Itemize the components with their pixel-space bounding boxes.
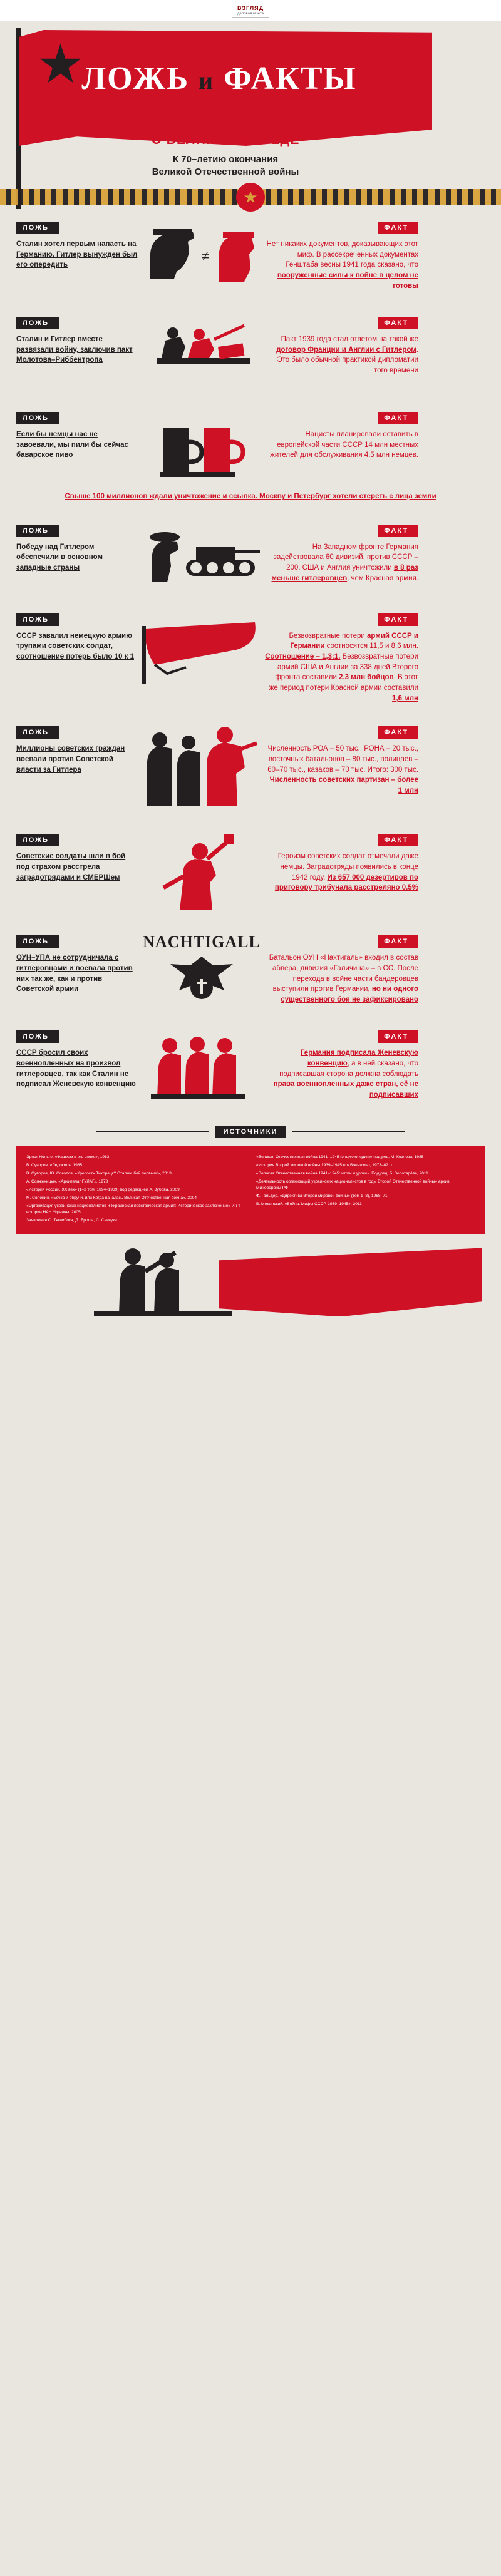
lie-label: ЛОЖЬ	[16, 525, 59, 537]
fact-label: ФАКТ	[378, 412, 418, 424]
block-5-fact-underline-2: Соотношение – 1,3:1.	[265, 653, 341, 661]
fact-label: ФАКТ	[378, 613, 418, 626]
sources-panel	[16, 1146, 485, 1234]
lie-label: ЛОЖЬ	[16, 1030, 59, 1043]
block-7-lie-text: Советские солдаты шли в бой под страхом расстрела заградотрядами и СМЕРШем	[16, 853, 126, 881]
title-amp: и	[199, 66, 215, 95]
block-9-fact-text: , а в ней сказано, что подписавшая сторона должна соблюдать	[279, 1060, 418, 1078]
list-item: «Великая Отечественная война 1941–1945: итоги и уроки». Под ред. Б. Золотарёва, 2011	[256, 1171, 428, 1176]
block-3-fact-underline: Свыше 100 миллионов ждали уничтожение и ссылка. Москву и Петербург хотели стереть с лица земли	[65, 493, 436, 500]
list-item: В. Мединский. «Война. Мифы СССР. 1939–1945», 2011	[256, 1201, 362, 1206]
block-2-fact-text-2: . Это было обычной практикой дипломатии того времени	[277, 346, 418, 375]
sources-column-left	[26, 1154, 245, 1225]
lie-label: ЛОЖЬ	[16, 412, 59, 424]
footer-red-flag	[219, 1248, 482, 1316]
signing-pact-icon	[144, 314, 260, 389]
list-item: В. Суворов, Ю. Соколов. «Крепость Тихорецк? Сталин, бей первым!», 2013	[26, 1171, 172, 1176]
block-4-lie-text: Победу над Гитлером обеспечили в основном западные страны	[16, 543, 103, 572]
hero-subtitle: О ВЕЛИКОЙ ПОБЕДЕ	[151, 133, 300, 147]
block-4	[0, 522, 501, 605]
block-1-lie-text: Сталин хотел первым напасть на Германию. Гитлер вынужден был его опередить	[16, 240, 138, 269]
fact-label: ФАКТ	[378, 1030, 418, 1043]
brand-logo[interactable]	[232, 4, 269, 18]
tank-soldier-icon	[142, 522, 261, 591]
ribbon-star-icon: ★	[236, 183, 265, 212]
fact-label: ФАКТ	[378, 834, 418, 846]
block-8-fact-underline: но ни одного существенного боя не зафиксировано	[281, 985, 418, 1004]
page-title	[0, 60, 438, 97]
block-5	[0, 611, 501, 718]
block-4-fact-text-2: , чем Красная армия.	[347, 574, 418, 582]
title-lie: ЛОЖЬ	[81, 61, 190, 96]
block-1	[0, 219, 501, 308]
prisoners-icon	[142, 1028, 261, 1103]
svg-text:≠: ≠	[201, 248, 209, 264]
footer-illustration	[0, 1234, 501, 1328]
attacking-soldier-icon	[142, 831, 261, 913]
block-6	[0, 724, 501, 825]
list-item: В. Суворов. «Ледокол», 1985	[26, 1163, 83, 1168]
star-icon: ★	[36, 34, 85, 95]
lie-label: ЛОЖЬ	[16, 317, 59, 329]
sources-header	[0, 1126, 501, 1138]
block-2	[0, 314, 501, 403]
list-item: «Деятельность организаций украинских националистов в годы Второй Отечественной войны» архив Минобороны РФ	[256, 1179, 450, 1190]
block-9	[0, 1028, 501, 1117]
block-1-illustration	[142, 219, 261, 294]
block-4-fact-text-1: На Западном фронте Германия задействовала 60 дивизий, против СССР – 200. США и Англия уничтожили	[273, 543, 418, 572]
beer-mugs-icon	[144, 409, 260, 488]
site-logo-bar	[0, 0, 501, 21]
hero-subtitle-2	[0, 153, 451, 179]
block-7	[0, 831, 501, 926]
block-1-fact-text: Нет никаких документов, доказывающих этот миф. В рассекреченных документах Генштаба весны 1941 года сказано, что	[266, 240, 418, 269]
list-item: А. Солженицын. «Архипелаг ГУЛАГ», 1973	[26, 1179, 108, 1184]
hero-section	[0, 21, 501, 213]
block-9-fact-underline-2: права военнопленных даже стран, её не подписавших	[273, 1080, 418, 1099]
hero-subtitle-2-line1: К 70–летию окончания	[172, 154, 279, 165]
block-5-fact-underline-3: 2,3 млн бойцов	[339, 674, 394, 682]
fact-label: ФАКТ	[378, 935, 418, 948]
mourning-flag-icon	[142, 611, 261, 686]
fact-label: ФАКТ	[378, 222, 418, 234]
list-item: Ф. Гальдер. «Директива Второй мировой войны» (том 1–3), 1968–71	[256, 1193, 388, 1198]
nachtigall-eagle-icon	[164, 952, 239, 1008]
lie-label: ЛОЖЬ	[16, 222, 59, 234]
block-3	[0, 409, 501, 516]
fact-label: ФАКТ	[378, 317, 418, 329]
block-2-fact-underline: договор Франции и Англии с Гитлером	[276, 346, 416, 354]
partisans-icon	[142, 724, 261, 811]
block-5-fact-text-1: Безвозвратные потери	[289, 632, 368, 640]
lie-label: ЛОЖЬ	[16, 935, 59, 948]
block-6-illustration	[142, 724, 261, 811]
block-6-lie-text: Миллионы советских граждан воевали против Советской власти за Гитлера	[16, 745, 125, 774]
block-5-illustration	[142, 611, 261, 686]
lie-label: ЛОЖЬ	[16, 834, 59, 846]
block-8-illustration	[142, 933, 261, 1008]
sources-title: ИСТОЧНИКИ	[215, 1126, 287, 1138]
block-6-fact-underline: Численность советских партизан – более 1 млн	[269, 776, 418, 795]
brand-name: ВЗГЛЯД	[237, 4, 264, 11]
block-2-fact-text-1: Пакт 1939 года стал ответом на такой же	[281, 336, 418, 343]
list-item: «Организация украинских националистов и Украинская повстанческая армия: Историческое заключение» Ин-т истории НАН Украины, 2005	[26, 1203, 240, 1214]
block-5-fact-underline-1: армий СССР и Германии	[290, 632, 418, 650]
block-5-lie-text: СССР завалил немецкую армию трупами советских солдат, соотношение потерь было 10 к 1	[16, 632, 134, 661]
block-8-fact-text: Батальон ОУН «Нахтигаль» входил в состав абвера, дивизия «Галичина» – в СС. После перехода в войне части бандеровцев выступили против Германии,	[269, 954, 418, 993]
victory-soldiers-icon	[94, 1241, 232, 1316]
block-3-illustration	[142, 409, 261, 488]
block-2-lie-text: Сталин и Гитлер вместе развязали войну, заключив пакт Молотова–Риббентропа	[16, 336, 133, 364]
lie-label: ЛОЖЬ	[16, 726, 59, 739]
fact-label: ФАКТ	[378, 525, 418, 537]
block-2-illustration	[142, 314, 261, 389]
block-6-fact-text: Численность РОА – 50 тыс., РОНА – 20 тыс., восточных батальонов – 80 тыс., полицаев – 60–70 тыс., казаков – 70 тыс. Итого: 300 тыс.	[267, 745, 418, 774]
list-item: «Великая Отечественная война 1941–1945 (энциклопедия)» под ред. М. Козлова, 1985	[256, 1155, 424, 1160]
list-item: Заявления О. Тягнибока, Д. Яроша, С. Савчука	[26, 1218, 117, 1223]
block-5-fact-text-3: Безвозвратные потери армий США и Англии за 338 дней Второго фронта составили	[275, 653, 418, 682]
block-5-fact-text-2: соотносятся 11,5 и 8,6 млн.	[324, 642, 418, 650]
nachtigall-wordmark: NACHTIGALL	[143, 933, 261, 952]
block-9-illustration	[142, 1028, 261, 1103]
hero-subtitle-2-line2: Великой Отечественной войны	[152, 167, 299, 178]
block-4-fact-underline: в 8 раз меньше гитлеровцев	[271, 564, 418, 582]
divider-left	[96, 1131, 209, 1132]
block-9-lie-text: СССР бросил своих военнопленных на произвол гитлеровцев, так как Сталин не подписал Женевскую конвенцию	[16, 1049, 136, 1089]
block-1-fact-underline: вооруженные силы к войне в целом не готовы	[277, 272, 418, 290]
list-item: Эрнст Нольте. «Фашизм в его эпохе», 1963	[26, 1155, 110, 1160]
list-item: «История Второй мировой войны 1939–1945 гг.» Воениздат, 1973–82 гг.	[256, 1163, 393, 1168]
brand-tagline: деловая газета	[237, 11, 264, 16]
block-4-illustration	[142, 522, 261, 591]
sources-list-right	[256, 1154, 475, 1207]
fact-label: ФАКТ	[378, 726, 418, 739]
block-5-fact-underline-4: 1,6 млн	[392, 694, 418, 702]
block-8-lie-text: ОУН–УПА не сотрудничала с гитлеровцами и воевала против них так же, как и против Советской армии	[16, 954, 133, 993]
block-9-fact-underline-1: Германия подписала Женевскую конвенцию	[300, 1049, 418, 1068]
block-5-fact-text-4: . В этот же период потери Красной армии составили	[269, 674, 418, 692]
block-7-fact-text: Героизм советских солдат отмечали даже немцы. Заградотряды появились в конце 1942 году.	[277, 853, 418, 881]
title-facts: ФАКТЫ	[224, 61, 357, 96]
list-item: «История России. XX век» (1–2 том. 1894–1939) под редакцией А. Зубова, 2009	[26, 1187, 180, 1192]
sources-column-right	[256, 1154, 475, 1225]
list-item: М. Солонин. «Бочка и обручи, или Когда началась Великая Отечественная война», 2004	[26, 1195, 197, 1200]
block-8	[0, 933, 501, 1022]
divider-right	[292, 1131, 405, 1132]
lie-label: ЛОЖЬ	[16, 613, 59, 626]
sources-list-left	[26, 1154, 245, 1223]
block-3-lie-text: Если бы немцы нас не завоевали, мы пили бы сейчас баварское пиво	[16, 431, 128, 459]
block-7-fact-underline: Из 657 000 дезертиров по приговору трибунала расстреляно 0,5%	[274, 873, 418, 892]
block-3-fact-text: Нацисты планировали оставить в европейской части СССР 14 млн местных жителей для обслуживания 4.5 млн немцев.	[270, 431, 418, 459]
block-7-illustration	[142, 831, 261, 913]
officer-vs-hitler-icon	[144, 219, 260, 294]
